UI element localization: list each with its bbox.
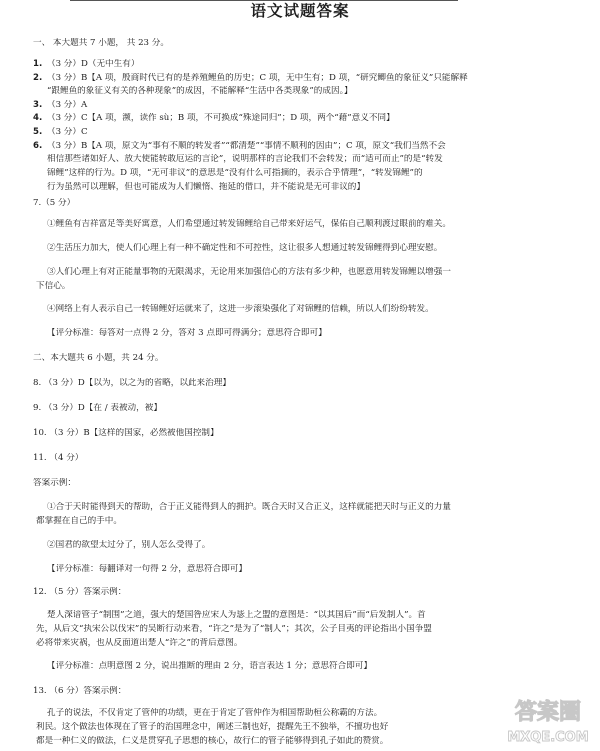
q7-label: 7.（5 分） <box>33 198 76 208</box>
q12-label: 12. （5 分）答案示例： <box>33 587 127 597</box>
q3-number: 3. <box>33 100 43 110</box>
q11-scoring-note: 【评分标准：每翻译对一句得 2 分，意思符合即可】 <box>47 564 247 574</box>
q10-line: 10. （3 分）B【这样的国家，必然被他国控制】 <box>33 428 219 438</box>
q12-line-3: 必将带来灾祸，也从反面道出楚人“许之”的背后意图。 <box>36 638 243 648</box>
watermark-bottom-text: MXQE.COM <box>507 730 589 745</box>
q4-number: 4. <box>33 113 43 123</box>
q1-number: 1. <box>33 59 43 69</box>
q5-answer: （3 分）C <box>47 127 88 137</box>
q12-line-1: 楚人深谙管子“制围”之道，强大的楚国咎应宋人为毖上之盟的意图是：“以其国后”而“后发制人”。首 <box>47 610 426 620</box>
q2-answer-1: （3 分）B【A 项，殷商时代已有的是养殖鲤鱼的历史；C 项，无中生有；D 项，“研究鲫鱼的象征义”只能解释 <box>47 73 468 83</box>
q4-line <box>33 113 564 124</box>
q7-scoring-note: 【评分标准：每答对一点得 2 分，答对 3 点即可得满分；意思符合即可】 <box>47 328 327 338</box>
q13-line-2: 利民。这个做法也体现在了管子的治国理念中，阐述三制也好，提醒先王不独举，不擅功也好 <box>36 722 389 732</box>
top-rule <box>70 0 458 1</box>
q12-scoring-note: 【评分标准：点明意图 2 分，说出推断的理由 2 分，语言表达 1 分；意思符合即可】 <box>47 661 372 671</box>
q3-line <box>33 100 564 111</box>
q7-point-3-line-1: ③人们心理上有对正能量事物的无限渴求，无论用来加强信心的方法有多少种，也愿意用转发锦鲤以增强一 <box>47 267 451 277</box>
q13-line-3: 都是一种仁义的做法，仁义是贯穿孔子思想的核心，故行仁的管子能够得到孔子如此的赞赏。 <box>36 736 389 746</box>
q1-answer: （3 分）D（无中生有） <box>47 59 140 69</box>
q11-answer-1-line-1: ①合于天时能得到天的帮助，合于正义能得到人的拥护。既合天时又合正义，这样就能把天时与正义的力量 <box>47 502 451 512</box>
section2-header: 二、本大题共 6 小题，共 24 分。 <box>33 353 164 363</box>
q6-line-1 <box>33 141 564 152</box>
q1-line <box>33 59 564 70</box>
q11-answer-2: ②国君的欲望太过分了，别人怎么受得了。 <box>47 540 211 550</box>
q2-number: 2. <box>33 73 43 83</box>
q13-label: 13. （6 分）答案示例： <box>33 686 127 696</box>
q6-answer-1: （3 分）B【A 项，原文为“事有不顺的转发者”“都清楚”“事情不顺利的因由”；C 项，原文“我们当然不会 <box>47 141 446 151</box>
q2-line-1 <box>33 73 564 84</box>
q7-point-4: ④网络上有人表示自己一转锦鲤好运就来了，这进一步滚染强化了对锦鲤的信赖，所以人们纷纷转发。 <box>47 304 434 314</box>
q4-answer: （3 分）C【A 项，濒，读作 sù；B 项，不可换成“殊途同归”；D 项，两个“藉”意义不同】 <box>47 113 395 123</box>
q6-line-4: 行为虽然可以理解，但也可能成为人们懒惰、拖延的借口，并不能说是无可非议的】 <box>47 182 365 192</box>
q3-answer: （3 分）A <box>47 100 88 110</box>
q6-number: 6. <box>33 141 43 151</box>
q6-line-2: 相信那些诸如好人、放大使能转敢厄运的言论”，说明那样的言论我们不会转发；而“适可而止”的是“转发 <box>47 154 443 164</box>
q5-line <box>33 127 564 138</box>
q2-line-2: “跟鲤鱼的象征义有关的各种现象”的成因，不能解释“生活中各类现象”的成因。】 <box>47 86 353 96</box>
q12-line-2: 先，从后文“执宋公以伐宋”的吴断行动来看，“许之”是为了“制人”；其次，公子目夷的评论指出小国争盟 <box>36 624 432 634</box>
q7-point-3-line-2: 下信心。 <box>36 281 71 291</box>
q6-line-3: 锦鲤”这样的行为。D 项，“无可非议”的意思是“没有什么可指摘的，表示合乎情理”，“转发锦鲤”的 <box>47 168 423 178</box>
watermark-logo-icon <box>502 689 594 747</box>
q11-label: 11. （4 分） <box>33 453 84 463</box>
q9-line: 9. （3 分）D【在 / 表被动，被】 <box>33 403 162 413</box>
watermark-top-text: 答案圈 <box>514 700 582 725</box>
q7-point-2: ②生活压力加大，使人们心理上有一种不确定性和不可控性，这让很多人想通过转发锦鲤得到心理安慰。 <box>47 243 443 253</box>
q8-line: 8. （3 分）D【以为，以之为的省略，以此来治理】 <box>33 378 231 388</box>
page-title: 语文试题答案 <box>250 2 350 20</box>
q11-example-label: 答案示例： <box>33 478 76 488</box>
q5-number: 5. <box>33 127 43 137</box>
q7-point-1: ①鲤鱼有吉祥富足等美好寓意，人们希望通过转发锦鲤给自己带来好运气，保佑自己顺利渡过眼前的难关。 <box>47 219 451 229</box>
q11-answer-1-line-2: 都掌握在自己的手中。 <box>36 516 122 526</box>
q13-line-1: 孔子的说法，不仅肯定了管仲的功绩，更在于肯定了管仲作为相国帮助桓公称霸的方法。 <box>47 708 383 718</box>
section1-header: 一、 本大题共 7 小题， 共 23 分。 <box>33 38 169 48</box>
